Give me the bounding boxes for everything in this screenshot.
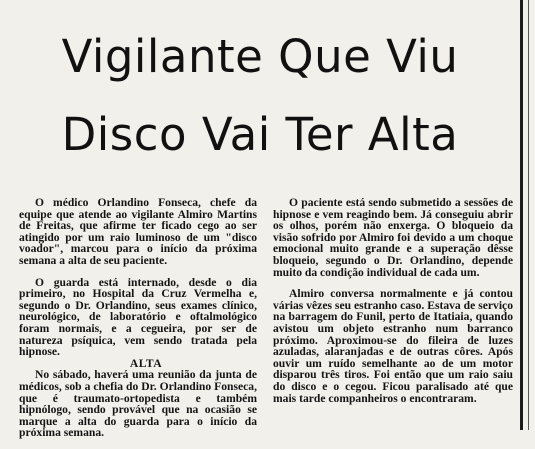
subheading-alta: ALTA [129,356,163,370]
page-edge-line [520,0,523,430]
left-paragraph-3: No sábado, haverá uma reunião da junta de médicos, sob a chefia do Dr. Orlandino Fonseca, que é traumato-ortopedista e também hipnólogo, sendo provável que na ocasião se marque a alta do guarda para o início da próxima semana. [19,368,257,440]
right-column [273,197,513,414]
article-headline [0,18,520,174]
left-paragraph-2: O guarda está internado, desde o dia primeiro, no Hospital da Cruz Vermelha e, segundo o Dr. Orlandino, seus exames clínico, neurológico, de laboratório e oftalmológico foram normais, e a cegueira, por ser de natureza psíquica, vem sendo tratada pela hipnose. [19,275,257,359]
left-paragraph-1: O médico Orlandino Fonseca, chefe da equipe que atende ao vigilante Almiro Martins de Freitas, que afirme ter ficado cego ao ser atingido por um raio luminoso de um "disco voador", marcou para o início da próxima semana a alta de seu paciente. [19,196,257,267]
headline-line-1: Vigilante Que Viu [61,30,459,83]
left-column [19,197,257,449]
right-paragraph-2: Almiro conversa normalmente e já contou várias vêzes seu estranho caso. Estava de serviço na barragem do Funil, perto de Itatiaia, quando avistou um objeto estranho num barranco próximo. Aproximou-se do fileira de luzes azuladas, alaranjadas e de outras côres. Após ouvir um ruído semelhante ao de um motor disparou três tiros. Foi então que um raio saiu do disco e o cegou. Ficou paralisado até que mais tarde companheiros o encontraram. [273,287,513,405]
right-paragraph-1: O paciente está sendo submetido a sessões de hipnose e vem reagindo bem. Já conseguiu abrir os olhos, porém não enxerga. O bloqueio da visão sofrido por Almiro foi devido a um choque emocional muito grande e a superação dêsse bloqueio, segundo o Dr. Orlandino, depende muito da condição individual de cada um. [273,196,513,279]
page-edge-line-thin [528,0,529,430]
headline-line-2: Disco Vai Ter Alta [61,108,459,161]
